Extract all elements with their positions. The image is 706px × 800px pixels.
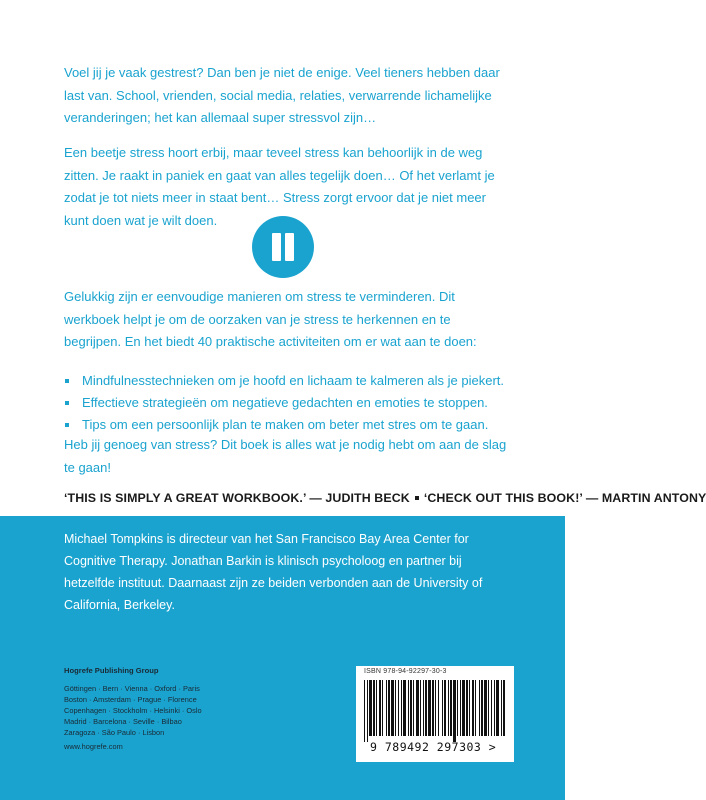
list-item — [64, 392, 514, 414]
intro-paragraph-2: Een beetje stress hoort erbij, maar teveel stress kan behoorlijk in de weg zitten. Je raakt in paniek en gaat van alles tegelijk doen… Of het verlamt je zodat je tot niets meer in staat bent… Stress zorgt ervoor dat je niet meer kunt doen wat je wilt doen. — [64, 145, 495, 228]
barcode-bar — [425, 680, 427, 736]
barcode-bar — [391, 680, 394, 736]
barcode-bar — [428, 680, 431, 736]
barcode-bar — [438, 680, 439, 736]
barcode-bar — [503, 680, 505, 736]
barcode-icon — [362, 680, 508, 742]
barcode-bar — [398, 680, 399, 736]
barcode-bar — [453, 680, 456, 742]
barcode-bar — [494, 680, 495, 736]
barcode-bar — [442, 680, 443, 736]
isbn-label: ISBN 978-94-92297-30-3 — [364, 668, 447, 675]
barcode-bar — [379, 680, 381, 736]
barcode-bar — [448, 680, 449, 736]
cities-line: Copenhagen · Stockholm · Helsinki · Oslo — [64, 706, 202, 715]
bullet-icon — [65, 401, 69, 405]
barcode-bar — [491, 680, 492, 736]
separator-square — [415, 496, 419, 500]
barcode-bar — [401, 680, 402, 736]
barcode-digits: 9 789492 297303 > — [370, 740, 497, 754]
barcode-bar — [475, 680, 476, 736]
barcode-bar — [373, 680, 375, 736]
barcode-bar — [481, 680, 483, 736]
endorsements — [64, 491, 706, 505]
barcode-bar — [501, 680, 502, 736]
closing-line: Heb jij genoeg van stress? Dit boek is alles wat je nodig hebt om aan de slag te gaan! — [64, 437, 507, 475]
barcode-bar — [479, 680, 480, 736]
cities-line: Zaragoza · São Paulo · Lisbon — [64, 728, 165, 737]
barcode-panel — [356, 666, 514, 762]
barcode-bar — [420, 680, 421, 736]
barcode-bar — [364, 680, 365, 742]
barcode-bar — [388, 680, 390, 736]
cities-line: Göttingen · Bern · Vienna · Oxford · Paris — [64, 684, 200, 693]
barcode-bar — [386, 680, 387, 736]
barcode-bar — [413, 680, 414, 736]
barcode-bar — [369, 680, 372, 736]
barcode-bar — [432, 680, 434, 736]
barcode-bar — [488, 680, 489, 736]
barcode-bar — [496, 680, 499, 736]
barcode-bar — [408, 680, 409, 736]
barcode-bar — [435, 680, 436, 736]
barcode-bar — [423, 680, 424, 736]
quote-judith-beck: ‘THIS IS SIMPLY A GREAT WORKBOOK.’ — JUDITH BECK — [64, 491, 410, 505]
main-paragraph: Gelukkig zijn er eenvoudige manieren om stress te verminderen. Dit werkboek helpt je om de oorzaken van je stress te herkennen en te begrijpen. En het biedt 40 praktische activiteiten om er wat aan te doen: — [64, 289, 477, 349]
pause-icon — [252, 216, 314, 278]
barcode-bar — [367, 680, 368, 742]
barcode-bar — [444, 680, 446, 736]
bullet-list — [64, 370, 514, 436]
barcode-bar — [395, 680, 396, 736]
quote-martin-antony: ‘CHECK OUT THIS BOOK!’ — MARTIN ANTONY — [423, 491, 706, 505]
barcode-bar — [403, 680, 406, 736]
barcode-bar — [462, 680, 465, 736]
bullet-icon — [65, 423, 69, 427]
publisher-cities — [64, 683, 234, 738]
intro-paragraph-1: Voel jij je vaak gestrest? Dan ben je niet de enige. Veel tieners hebben daar last van. School, vrienden, social media, relaties, verwarrende lichamelijke veranderingen; het kan allemaal super stressvol zijn… — [64, 65, 500, 125]
barcode-bar — [450, 680, 452, 736]
barcode-bar — [416, 680, 419, 736]
pause-bar-left — [272, 233, 281, 261]
barcode-bar — [472, 680, 474, 736]
lower-section — [0, 516, 565, 800]
publisher-website: www.hogrefe.com — [64, 742, 123, 751]
list-item — [64, 370, 514, 392]
bullet-icon — [65, 379, 69, 383]
cities-line: Madrid · Barcelona · Seville · Bilbao — [64, 717, 182, 726]
list-item — [64, 414, 514, 436]
barcode-bar — [469, 680, 470, 736]
barcode-bar — [382, 680, 383, 736]
bullet-text: Effectieve strategieën om negatieve gedachten en emoties te stoppen. — [82, 395, 488, 410]
barcode-bar — [376, 680, 377, 736]
barcode-bar — [457, 680, 458, 736]
cities-line: Boston · Amsterdam · Prague · Florence — [64, 695, 197, 704]
pause-bar-right — [285, 233, 294, 261]
barcode-bar — [484, 680, 487, 736]
barcode-bar — [460, 680, 461, 736]
barcode-bar — [410, 680, 412, 736]
barcode-bar — [466, 680, 468, 736]
bullet-text: Tips om een persoonlijk plan te maken om beter met stres om te gaan. — [82, 417, 489, 432]
authors-bio: Michael Tompkins is directeur van het San Francisco Bay Area Center for Cognitive Therapy. Jonathan Barkin is klinisch psycholoog en partner bij hetzelfde instituut. Daarnaast zijn ze beiden verbonden aan de University of California, Berkeley. — [64, 532, 483, 612]
bullet-text: Mindfulnesstechnieken om je hoofd en lichaam te kalmeren als je piekert. — [82, 373, 505, 388]
publisher-name: Hogrefe Publishing Group — [64, 666, 159, 675]
